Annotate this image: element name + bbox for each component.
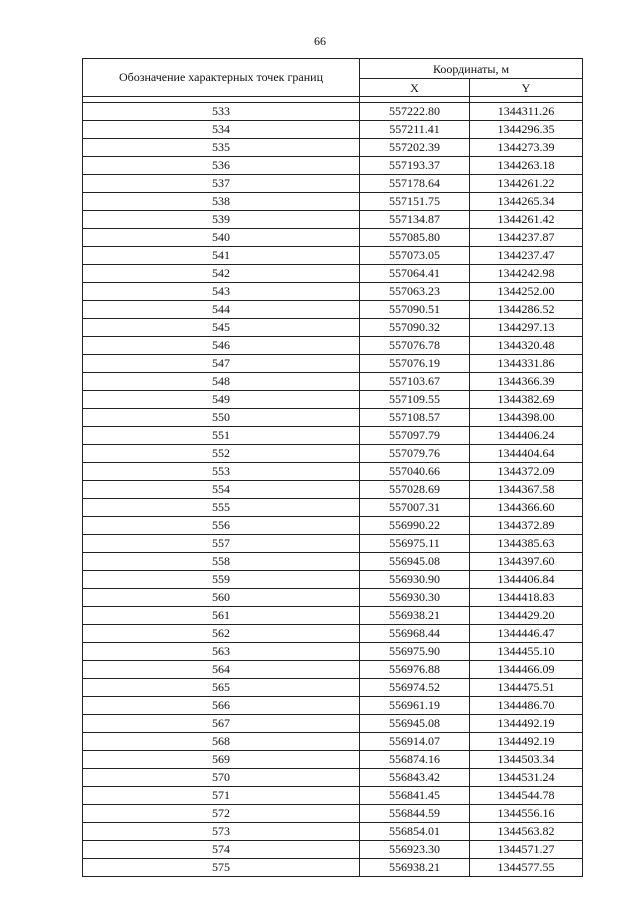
point-label: 564: [83, 661, 360, 679]
point-label: 550: [83, 409, 360, 427]
point-label: 548: [83, 373, 360, 391]
table-row: [83, 607, 583, 625]
table-row: [83, 409, 583, 427]
y-coordinate: 1344331.86: [470, 355, 583, 373]
table-row: [83, 805, 583, 823]
x-coordinate: 556976.88: [360, 661, 470, 679]
y-coordinate: 1344261.22: [470, 175, 583, 193]
table-row: [83, 247, 583, 265]
y-coordinate: 1344455.10: [470, 643, 583, 661]
point-label: 556: [83, 517, 360, 535]
x-coordinate: 556843.42: [360, 769, 470, 787]
x-coordinate: 556930.30: [360, 589, 470, 607]
y-coordinate: 1344366.39: [470, 373, 583, 391]
point-label: 574: [83, 841, 360, 859]
x-coordinate: 557222.80: [360, 103, 470, 121]
table-row: [83, 193, 583, 211]
y-coordinate: 1344372.09: [470, 463, 583, 481]
coordinates-table: [82, 58, 583, 877]
x-coordinate: 556975.11: [360, 535, 470, 553]
x-coordinate: 556844.59: [360, 805, 470, 823]
table-row: [83, 229, 583, 247]
page-number: 66: [314, 34, 326, 48]
y-coordinate: 1344273.39: [470, 139, 583, 157]
point-label: 537: [83, 175, 360, 193]
x-coordinate: 556968.44: [360, 625, 470, 643]
x-coordinate: 557028.69: [360, 481, 470, 499]
table-row: [83, 103, 583, 121]
table-row: [83, 355, 583, 373]
y-coordinate: 1344429.20: [470, 607, 583, 625]
table-row: [83, 265, 583, 283]
x-coordinate: 556923.30: [360, 841, 470, 859]
header-x: X: [360, 79, 470, 97]
y-coordinate: 1344571.27: [470, 841, 583, 859]
y-coordinate: 1344385.63: [470, 535, 583, 553]
y-coordinate: 1344320.48: [470, 337, 583, 355]
y-coordinate: 1344237.87: [470, 229, 583, 247]
y-coordinate: 1344446.47: [470, 625, 583, 643]
x-coordinate: 556961.19: [360, 697, 470, 715]
y-coordinate: 1344237.47: [470, 247, 583, 265]
table-row: [83, 841, 583, 859]
point-label: 575: [83, 859, 360, 877]
y-coordinate: 1344366.60: [470, 499, 583, 517]
point-label: 546: [83, 337, 360, 355]
y-coordinate: 1344286.52: [470, 301, 583, 319]
point-label: 565: [83, 679, 360, 697]
y-coordinate: 1344404.64: [470, 445, 583, 463]
x-coordinate: 556854.01: [360, 823, 470, 841]
table-row: [83, 571, 583, 589]
point-label: 571: [83, 787, 360, 805]
point-label: 540: [83, 229, 360, 247]
table-row: [83, 175, 583, 193]
x-coordinate: 557108.57: [360, 409, 470, 427]
table-row: [83, 589, 583, 607]
table-row: [83, 733, 583, 751]
point-label: 573: [83, 823, 360, 841]
table-row: [83, 517, 583, 535]
y-coordinate: 1344297.13: [470, 319, 583, 337]
y-coordinate: 1344577.55: [470, 859, 583, 877]
table-row: [83, 319, 583, 337]
x-coordinate: 557151.75: [360, 193, 470, 211]
y-coordinate: 1344406.24: [470, 427, 583, 445]
y-coordinate: 1344418.83: [470, 589, 583, 607]
y-coordinate: 1344503.34: [470, 751, 583, 769]
x-coordinate: 557178.64: [360, 175, 470, 193]
x-coordinate: 557090.51: [360, 301, 470, 319]
point-label: 543: [83, 283, 360, 301]
table-row: [83, 787, 583, 805]
point-label: 551: [83, 427, 360, 445]
y-coordinate: 1344531.24: [470, 769, 583, 787]
table-row: [83, 553, 583, 571]
table-row: [83, 427, 583, 445]
x-coordinate: 557202.39: [360, 139, 470, 157]
point-label: 568: [83, 733, 360, 751]
point-label: 557: [83, 535, 360, 553]
y-coordinate: 1344296.35: [470, 121, 583, 139]
x-coordinate: 557064.41: [360, 265, 470, 283]
table-row: [83, 715, 583, 733]
table-row: [83, 157, 583, 175]
point-label: 544: [83, 301, 360, 319]
point-label: 535: [83, 139, 360, 157]
point-label: 562: [83, 625, 360, 643]
table-row: [83, 337, 583, 355]
y-coordinate: 1344311.26: [470, 103, 583, 121]
x-coordinate: 556975.90: [360, 643, 470, 661]
table-row: [83, 211, 583, 229]
header-coordinates: Координаты, м: [360, 59, 583, 79]
x-coordinate: 557063.23: [360, 283, 470, 301]
y-coordinate: 1344466.09: [470, 661, 583, 679]
x-coordinate: 557085.80: [360, 229, 470, 247]
point-label: 569: [83, 751, 360, 769]
x-coordinate: 556938.21: [360, 607, 470, 625]
table-body: [83, 97, 583, 877]
x-coordinate: 557103.67: [360, 373, 470, 391]
point-label: 538: [83, 193, 360, 211]
point-label: 554: [83, 481, 360, 499]
y-coordinate: 1344492.19: [470, 733, 583, 751]
y-coordinate: 1344397.60: [470, 553, 583, 571]
point-label: 553: [83, 463, 360, 481]
point-label: 542: [83, 265, 360, 283]
y-coordinate: 1344398.00: [470, 409, 583, 427]
table-row: [83, 499, 583, 517]
x-coordinate: 557134.87: [360, 211, 470, 229]
x-coordinate: 556945.08: [360, 553, 470, 571]
table-row: [83, 697, 583, 715]
x-coordinate: 557211.41: [360, 121, 470, 139]
y-coordinate: 1344252.00: [470, 283, 583, 301]
point-label: 561: [83, 607, 360, 625]
y-coordinate: 1344382.69: [470, 391, 583, 409]
x-coordinate: 557007.31: [360, 499, 470, 517]
x-coordinate: 557090.32: [360, 319, 470, 337]
table-row: [83, 859, 583, 877]
table-row: [83, 661, 583, 679]
y-coordinate: 1344372.89: [470, 517, 583, 535]
y-coordinate: 1344263.18: [470, 157, 583, 175]
y-coordinate: 1344486.70: [470, 697, 583, 715]
y-coordinate: 1344406.84: [470, 571, 583, 589]
point-label: 572: [83, 805, 360, 823]
point-label: 558: [83, 553, 360, 571]
point-label: 539: [83, 211, 360, 229]
y-coordinate: 1344367.58: [470, 481, 583, 499]
x-coordinate: 556930.90: [360, 571, 470, 589]
table-row: [83, 769, 583, 787]
point-label: 566: [83, 697, 360, 715]
y-coordinate: 1344261.42: [470, 211, 583, 229]
table-row: [83, 679, 583, 697]
x-coordinate: 556914.07: [360, 733, 470, 751]
point-label: 552: [83, 445, 360, 463]
header-y: Y: [470, 79, 583, 97]
table-row: [83, 751, 583, 769]
point-label: 567: [83, 715, 360, 733]
point-label: 555: [83, 499, 360, 517]
point-label: 559: [83, 571, 360, 589]
table-row: [83, 283, 583, 301]
table-row: [83, 625, 583, 643]
table-row: [83, 391, 583, 409]
point-label: 545: [83, 319, 360, 337]
header-point-name: Обозначение характерных точек границ: [83, 59, 360, 97]
x-coordinate: 557097.79: [360, 427, 470, 445]
y-coordinate: 1344475.51: [470, 679, 583, 697]
y-coordinate: 1344492.19: [470, 715, 583, 733]
table-row: [83, 445, 583, 463]
point-label: 563: [83, 643, 360, 661]
point-label: 541: [83, 247, 360, 265]
y-coordinate: 1344242.98: [470, 265, 583, 283]
point-label: 570: [83, 769, 360, 787]
point-label: 549: [83, 391, 360, 409]
point-label: 536: [83, 157, 360, 175]
x-coordinate: 556945.08: [360, 715, 470, 733]
x-coordinate: 556841.45: [360, 787, 470, 805]
x-coordinate: 556938.21: [360, 859, 470, 877]
y-coordinate: 1344544.78: [470, 787, 583, 805]
table-row: [83, 139, 583, 157]
x-coordinate: 557109.55: [360, 391, 470, 409]
x-coordinate: 557193.37: [360, 157, 470, 175]
point-label: 560: [83, 589, 360, 607]
x-coordinate: 556990.22: [360, 517, 470, 535]
point-label: 547: [83, 355, 360, 373]
x-coordinate: 557073.05: [360, 247, 470, 265]
x-coordinate: 556974.52: [360, 679, 470, 697]
y-coordinate: 1344563.82: [470, 823, 583, 841]
point-label: 533: [83, 103, 360, 121]
y-coordinate: 1344265.34: [470, 193, 583, 211]
x-coordinate: 557076.19: [360, 355, 470, 373]
x-coordinate: 557079.76: [360, 445, 470, 463]
table-row: [83, 643, 583, 661]
x-coordinate: 557040.66: [360, 463, 470, 481]
x-coordinate: 556874.16: [360, 751, 470, 769]
x-coordinate: 557076.78: [360, 337, 470, 355]
table-row: [83, 481, 583, 499]
table-row: [83, 463, 583, 481]
table-row: [83, 373, 583, 391]
table-row: [83, 535, 583, 553]
table-header: [83, 59, 583, 97]
table-row: [83, 301, 583, 319]
table-row: [83, 121, 583, 139]
point-label: 534: [83, 121, 360, 139]
table-row: [83, 823, 583, 841]
y-coordinate: 1344556.16: [470, 805, 583, 823]
